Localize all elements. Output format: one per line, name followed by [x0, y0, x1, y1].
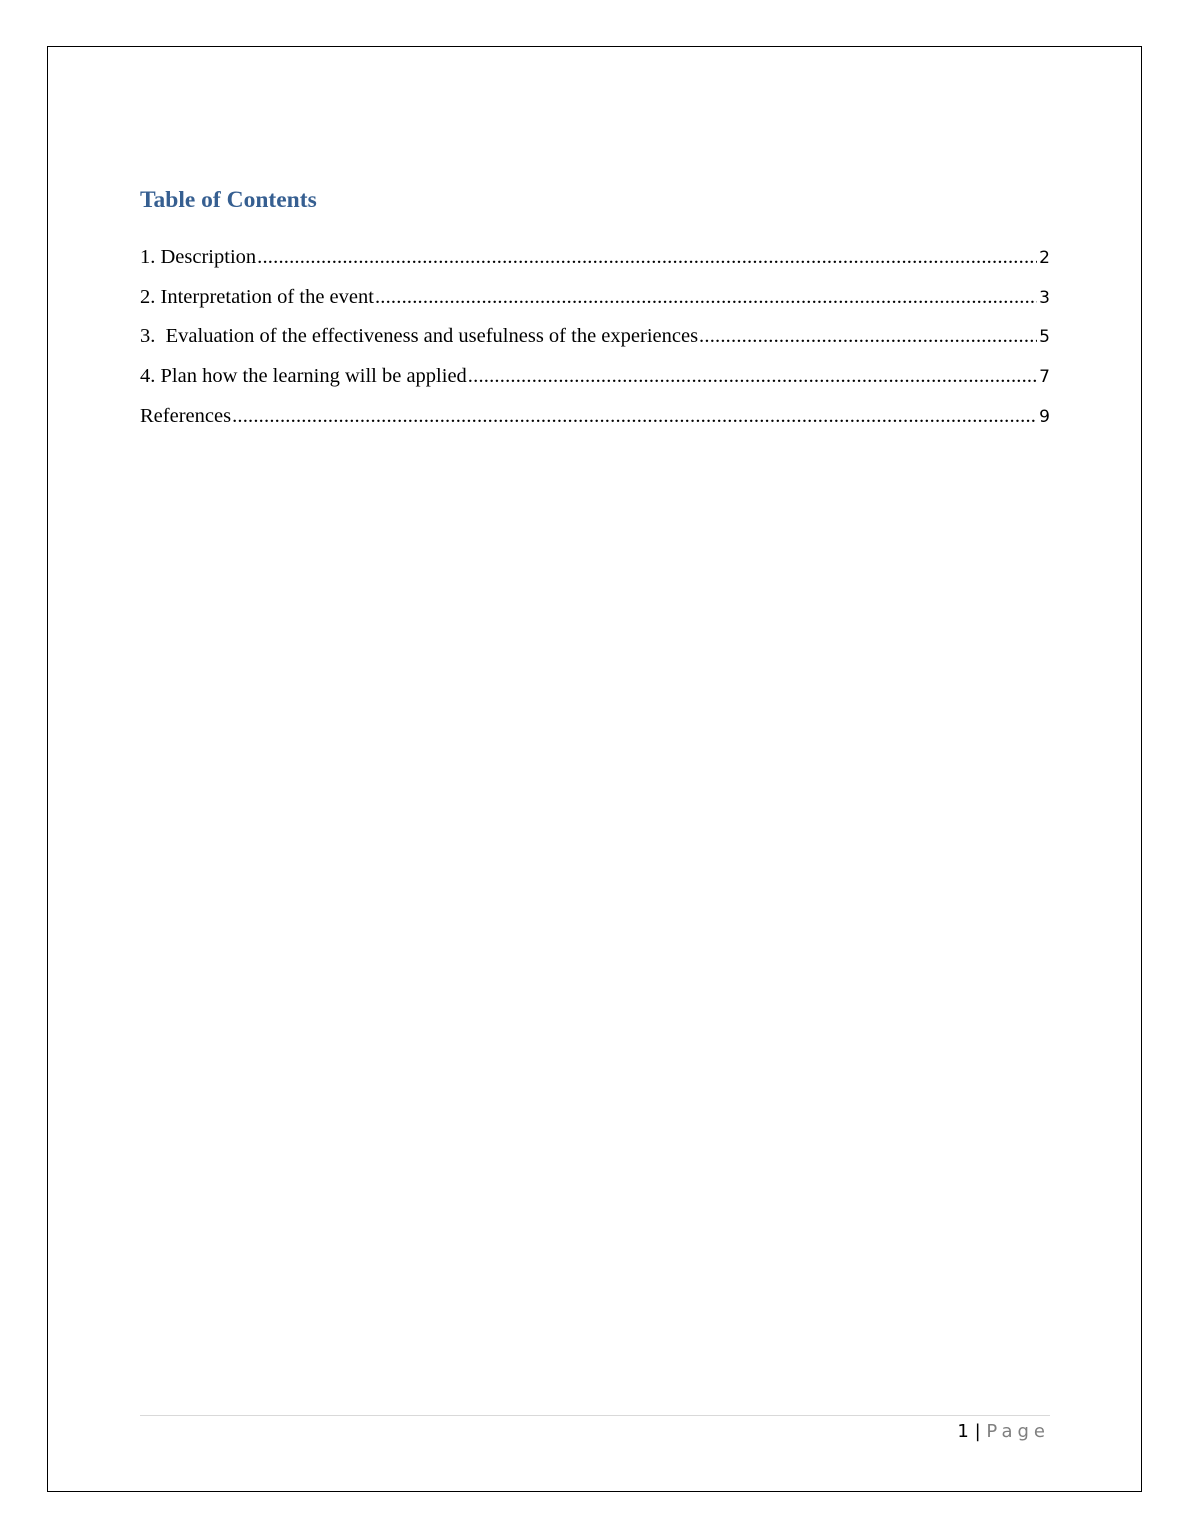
toc-entry-interpretation[interactable]	[140, 286, 1050, 326]
toc-entry-text: 2. Interpretation of the event	[140, 285, 374, 308]
toc-entry-text: 4. Plan how the learning will be applied	[140, 365, 467, 388]
toc-entry-text: 3. Evaluation of the effectiveness and usefulness of the experiences	[140, 325, 699, 348]
toc-entry-description[interactable]	[140, 246, 1050, 286]
footer-page-label: Page	[986, 1421, 1050, 1442]
toc-dot-leader	[232, 405, 1037, 428]
footer-separator: |	[974, 1421, 981, 1442]
toc-list	[140, 246, 1050, 444]
toc-heading: Table of Contents	[140, 187, 317, 213]
toc-entry-plan[interactable]	[140, 365, 1050, 405]
toc-dot-leader	[257, 246, 1037, 269]
toc-page-number: 2	[1039, 248, 1050, 268]
toc-entry-text: 1. Description	[140, 246, 257, 268]
footer-page-number: 1	[957, 1421, 969, 1442]
toc-page-number: 7	[1039, 367, 1050, 388]
footer-divider	[140, 1415, 1050, 1416]
toc-dot-leader	[468, 365, 1037, 388]
toc-page-number: 9	[1039, 406, 1050, 427]
toc-dot-leader	[699, 325, 1037, 348]
page-footer	[957, 1418, 1050, 1446]
toc-entry-text: References	[140, 404, 232, 427]
toc-page-number: 3	[1039, 287, 1050, 308]
toc-entry-references[interactable]	[140, 405, 1050, 445]
toc-entry-evaluation[interactable]	[140, 325, 1050, 365]
toc-page-number: 5	[1039, 327, 1050, 348]
document-body	[140, 180, 1050, 444]
toc-dot-leader	[375, 286, 1037, 309]
